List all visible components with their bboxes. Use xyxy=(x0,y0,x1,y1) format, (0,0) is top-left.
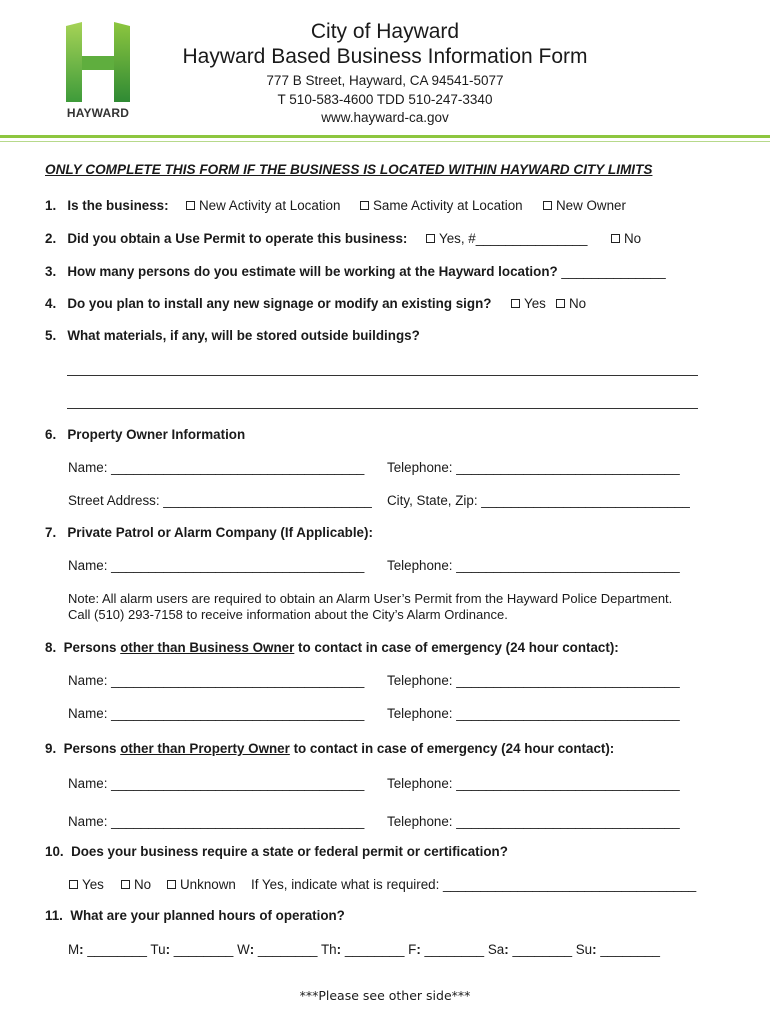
question-label: Private Patrol or Alarm Company (If Applicable): xyxy=(67,525,373,540)
alarm-telephone-field[interactable]: Telephone: ______________________________ xyxy=(387,558,680,573)
question-label-post: to contact in case of emergency (24 hour contact): xyxy=(289,741,615,756)
emergency-contact-3-name[interactable]: Name: __________________________________ xyxy=(68,776,365,791)
hayward-h-logo-icon xyxy=(66,22,130,102)
question-number: 11. xyxy=(45,908,63,923)
owner-name-field[interactable]: Name: __________________________________ xyxy=(68,460,365,475)
checkbox[interactable] xyxy=(511,299,520,308)
question-label-underlined: other than Business Owner xyxy=(120,640,295,655)
question-number: 7. xyxy=(45,525,57,540)
question-10 xyxy=(45,844,508,859)
checkbox[interactable] xyxy=(611,234,620,243)
question-2 xyxy=(45,231,407,246)
logo-wordmark: HAYWARD xyxy=(66,106,130,120)
question-label: What are your planned hours of operation? xyxy=(70,908,345,923)
emergency-contact-4-telephone[interactable]: Telephone: ______________________________ xyxy=(387,814,680,829)
question-number: 4. xyxy=(45,296,57,311)
question-label: Property Owner Information xyxy=(67,427,246,442)
hours-monday[interactable]: M: ________ xyxy=(68,942,147,957)
city-phone: T 510-583-4600 TDD 510-247-3340 xyxy=(277,92,493,107)
hours-thursday[interactable]: Th: ________ xyxy=(320,942,405,957)
option-label: No xyxy=(134,877,152,892)
question-label-post: to contact in case of emergency (24 hour contact): xyxy=(294,640,619,655)
option-label: Yes xyxy=(82,877,104,892)
option-label: Yes, #_______________ xyxy=(439,231,588,246)
header-rule-thin xyxy=(0,141,770,142)
materials-line-2[interactable] xyxy=(67,408,698,409)
owner-street-field[interactable]: Street Address: ____________________________ xyxy=(68,493,372,508)
checkbox[interactable] xyxy=(426,234,435,243)
city-website[interactable]: www.hayward-ca.gov xyxy=(321,110,449,125)
question-11 xyxy=(45,908,345,923)
signage-no[interactable] xyxy=(556,296,586,311)
checkbox[interactable] xyxy=(556,299,565,308)
city-address: 777 B Street, Hayward, CA 94541-5077 xyxy=(266,73,504,88)
question-label: What materials, if any, will be stored outside buildings? xyxy=(67,328,420,343)
owner-city-field[interactable]: City, State, Zip: ____________________________ xyxy=(387,493,690,508)
option-label: Same Activity at Location xyxy=(373,198,523,213)
question-label-pre: Persons xyxy=(63,741,121,756)
question-number: 5. xyxy=(45,328,57,343)
use-permit-no[interactable] xyxy=(611,231,641,246)
hours-sunday[interactable]: Su: ________ xyxy=(575,942,660,957)
option-label: New Activity at Location xyxy=(199,198,341,213)
question-label-underlined: other than Property Owner xyxy=(120,741,290,756)
alarm-note-line-2: Call (510) 293-7158 to receive information about the City’s Alarm Ordinance. xyxy=(68,607,508,622)
question-8 xyxy=(45,640,619,655)
question-1 xyxy=(45,198,169,213)
checkbox[interactable] xyxy=(186,201,195,210)
permit-no[interactable] xyxy=(121,877,151,892)
owner-telephone-field[interactable]: Telephone: ______________________________ xyxy=(387,460,680,475)
question-6 xyxy=(45,427,245,442)
checkbox[interactable] xyxy=(69,880,78,889)
question-label: Does your business require a state or federal permit or certification? xyxy=(71,844,508,859)
signage-yes[interactable] xyxy=(511,296,546,311)
option-label: No xyxy=(624,231,642,246)
question-number: 1. xyxy=(45,198,57,213)
hours-row xyxy=(68,942,660,957)
option-same-activity[interactable] xyxy=(360,198,523,213)
question-3 xyxy=(45,264,666,279)
question-7 xyxy=(45,525,373,540)
permit-required-field[interactable]: If Yes, indicate what is required: __________________________________ xyxy=(251,877,697,892)
emergency-contact-2-name[interactable]: Name: __________________________________ xyxy=(68,706,365,721)
question-number: 2. xyxy=(45,231,57,246)
hours-tuesday[interactable]: Tu: ________ xyxy=(150,942,234,957)
question-4 xyxy=(45,296,491,311)
alarm-note-line-1: Note: All alarm users are required to obtain an Alarm User’s Permit from the Hayward Police Department. xyxy=(68,591,673,606)
emergency-contact-2-telephone[interactable]: Telephone: ______________________________ xyxy=(387,706,680,721)
header-rule-thick xyxy=(0,135,770,138)
use-permit-yes[interactable] xyxy=(426,231,587,246)
question-9 xyxy=(45,741,614,756)
question-5 xyxy=(45,328,420,343)
question-label: Is the business: xyxy=(67,198,169,213)
checkbox[interactable] xyxy=(167,880,176,889)
option-new-activity[interactable] xyxy=(186,198,340,213)
question-label: Do you plan to install any new signage or modify an existing sign? xyxy=(67,296,492,311)
checkbox[interactable] xyxy=(360,201,369,210)
emergency-contact-3-telephone[interactable]: Telephone: ______________________________ xyxy=(387,776,680,791)
question-number: 8. xyxy=(45,640,57,655)
option-label: No xyxy=(569,296,587,311)
question-label: How many persons do you estimate will be working at the Hayward location? xyxy=(67,264,558,279)
question-number: 3. xyxy=(45,264,57,279)
hours-wednesday[interactable]: W: ________ xyxy=(237,942,318,957)
city-limits-notice: ONLY COMPLETE THIS FORM IF THE BUSINESS IS LOCATED WITHIN HAYWARD CITY LIMITS xyxy=(45,162,653,177)
hours-saturday[interactable]: Sa: ________ xyxy=(487,942,573,957)
emergency-contact-1-name[interactable]: Name: __________________________________ xyxy=(68,673,365,688)
permit-yes[interactable] xyxy=(69,877,104,892)
employee-count-field[interactable]: ______________ xyxy=(561,264,666,279)
materials-line-1[interactable] xyxy=(67,375,698,376)
hayward-logo xyxy=(62,22,134,122)
page-footer: ***Please see other side*** xyxy=(299,988,471,1003)
alarm-name-field[interactable]: Name: __________________________________ xyxy=(68,558,365,573)
hours-friday[interactable]: F: ________ xyxy=(408,942,485,957)
question-label-pre: Persons xyxy=(63,640,121,655)
option-label: Unknown xyxy=(180,877,236,892)
option-label: New Owner xyxy=(556,198,626,213)
question-number: 6. xyxy=(45,427,57,442)
option-label: Yes xyxy=(524,296,546,311)
question-label: Did you obtain a Use Permit to operate this business: xyxy=(67,231,408,246)
checkbox[interactable] xyxy=(543,201,552,210)
city-name: City of Hayward xyxy=(310,20,460,43)
emergency-contact-4-name[interactable]: Name: __________________________________ xyxy=(68,814,365,829)
checkbox[interactable] xyxy=(121,880,130,889)
question-number: 10. xyxy=(45,844,64,859)
form-title: Hayward Based Business Information Form xyxy=(182,45,588,68)
permit-unknown[interactable] xyxy=(167,877,236,892)
question-number: 9. xyxy=(45,741,57,756)
emergency-contact-1-telephone[interactable]: Telephone: ______________________________ xyxy=(387,673,680,688)
option-new-owner[interactable] xyxy=(543,198,626,213)
